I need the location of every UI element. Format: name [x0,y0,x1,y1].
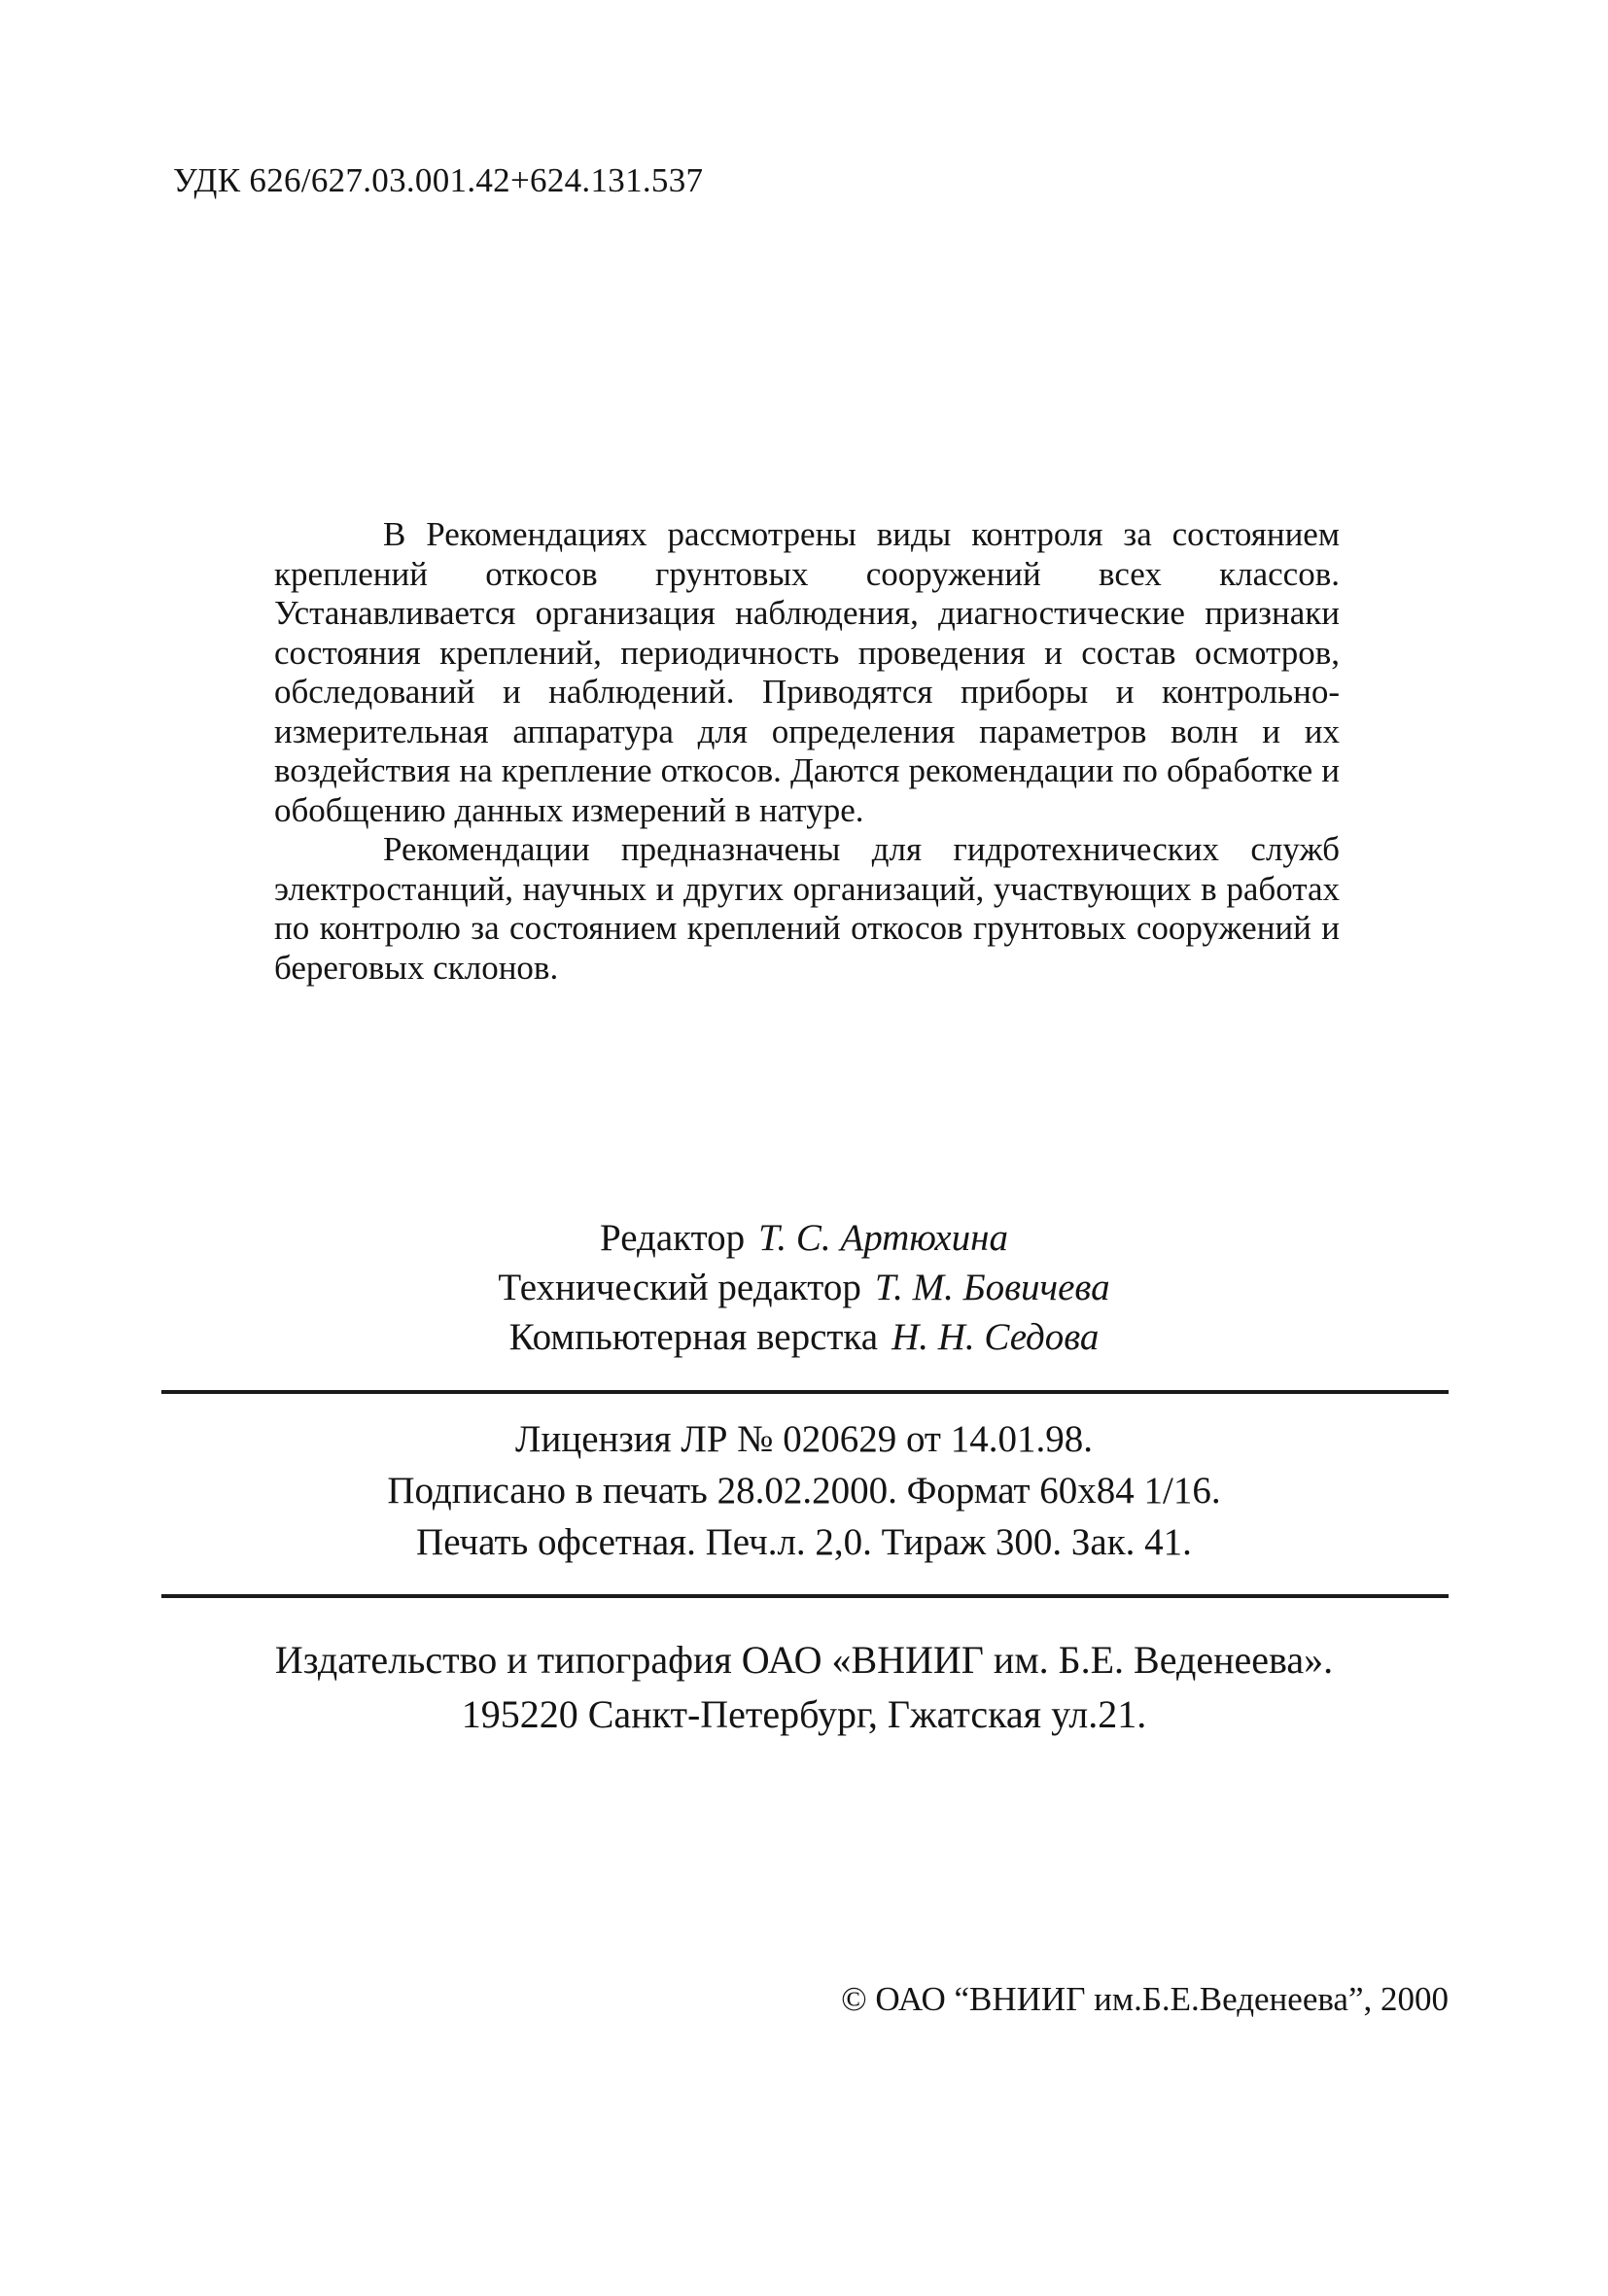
layout-name: Н. Н. Седова [891,1316,1100,1358]
copyright: © ОАО “ВНИИГ им.Б.Е.Веденеева”, 2000 [841,1980,1449,2018]
tech-editor-role: Технический редактор [498,1267,861,1308]
tech-editor-name: Т. М. Бовичева [874,1267,1110,1308]
credit-layout [0,1312,1608,1362]
abstract-paragraph-2: Рекомендации предназначены для гидротехнических служб электростанций, научных и других организаций, участвующих в работах по контролю за состоянием креплений откосов грунтовых сооружений и береговых склонов. [274,830,1340,987]
publisher-address: 195220 Санкт-Петербург, Гжатская ул.21. [461,1692,1147,1736]
publisher-name: Издательство и типография ОАО «ВНИИГ им. Б.Е. Веденеева». [274,1638,1334,1682]
license-line: Лицензия ЛР № 020629 от 14.01.98. [515,1418,1093,1460]
editor-name: Т. С. Артюхина [758,1217,1008,1259]
divider-top [161,1390,1449,1394]
abstract-paragraph-1: В Рекомендациях рассмотрены виды контроля за состоянием креплений откосов грунтовых сооружений всех классов. Устанавливается организация наблюдения, диагностические признаки состояния креплений, периодичность проведения и состав осмотров, обследований и наблюдений. Приводятся приборы и контрольно-измерительная аппаратура для определения параметров волн и их воздействия на крепление откосов. Даются рекомендации по обработке и обобщению данных измерений в натуре. [274,515,1340,829]
credit-editor [0,1213,1608,1263]
divider-bottom [161,1594,1449,1598]
layout-role: Компьютерная верстка [508,1316,879,1358]
print-line: Печать офсетная. Печ.л. 2,0. Тираж 300. Зак. 41. [416,1521,1192,1563]
abstract [274,515,1340,988]
credits-block [0,1213,1608,1362]
credit-tech-editor [0,1263,1608,1312]
signed-line: Подписано в печать 28.02.2000. Формат 60х84 1/16. [387,1470,1221,1512]
udk-code: УДК 626/627.03.001.42+624.131.537 [173,161,704,199]
publisher-block [0,1633,1608,1742]
imprint-block [0,1413,1608,1568]
editor-role: Редактор [600,1217,746,1259]
